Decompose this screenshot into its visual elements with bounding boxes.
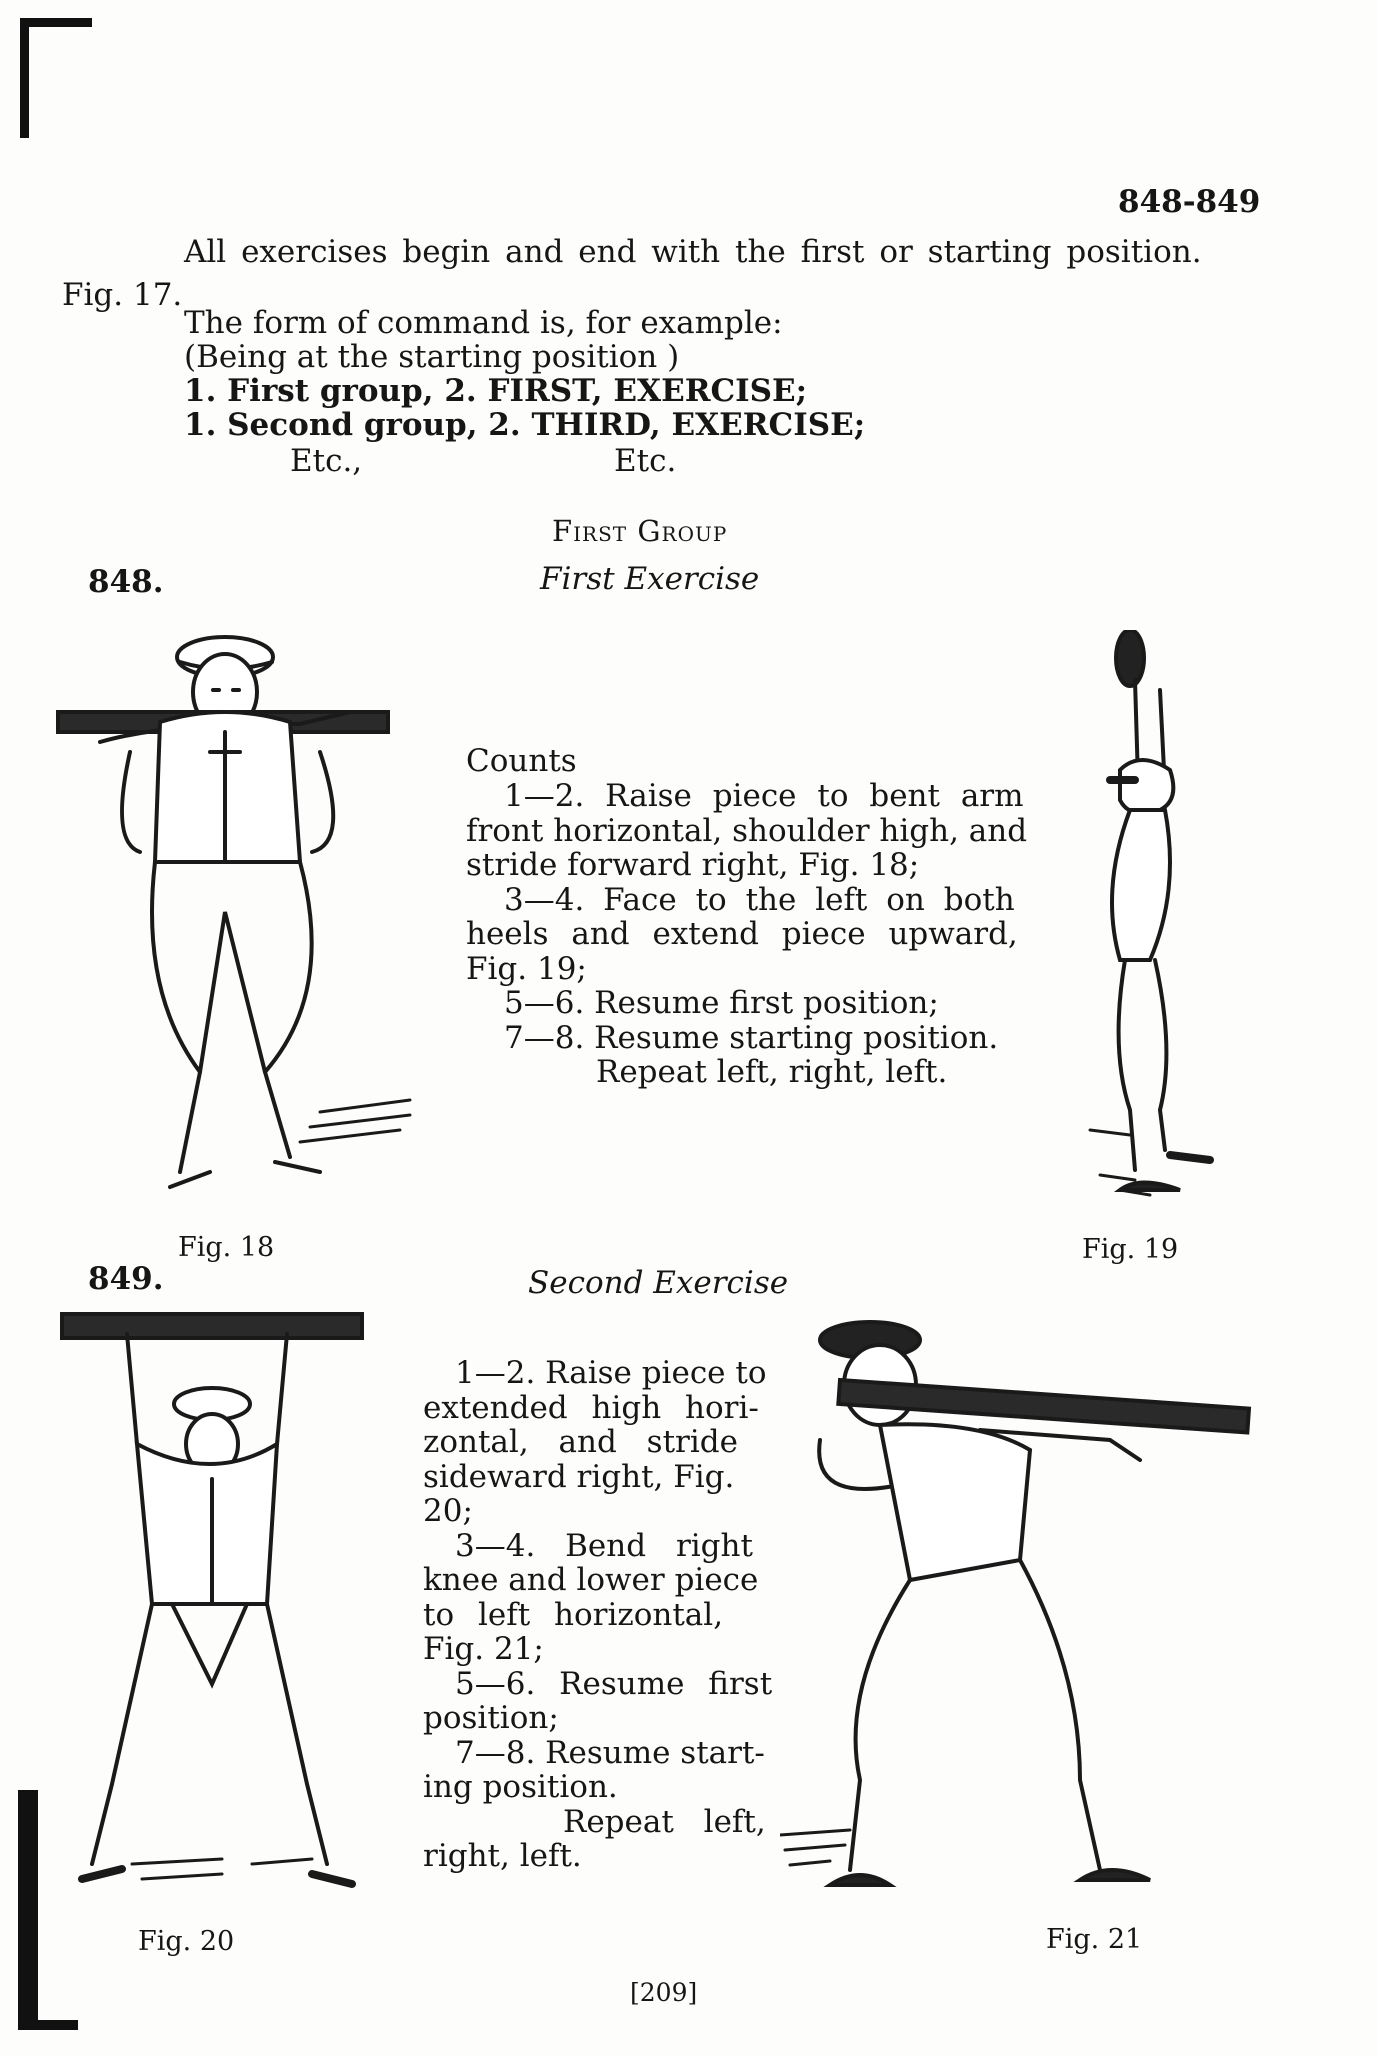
section-849-instructions	[423, 1356, 783, 1874]
etc-right: Etc.	[614, 443, 677, 479]
section-849-number: 849.	[88, 1261, 164, 1297]
instruction-line: 3—4. Face to the left on both	[504, 881, 1015, 918]
page-range: 848-849	[1118, 184, 1261, 220]
instruction-line: right, left.	[423, 1838, 582, 1874]
scan-edge-mark	[18, 1790, 38, 2030]
scan-edge-mark	[18, 2020, 78, 2030]
instruction-line: Fig. 21;	[423, 1631, 544, 1667]
instruction-line: to left horizontal,	[423, 1596, 724, 1633]
fig-20-caption: Fig. 20	[138, 1926, 235, 1957]
instruction-line: 1—2. Raise piece to	[455, 1355, 767, 1391]
instruction-line: Fig. 19;	[466, 950, 587, 987]
section-848-instructions	[466, 779, 1046, 1090]
command-2: 1. Second group, 2. THIRD, EXERCISE;	[184, 407, 866, 443]
instruction-line: 7—8. Resume starting position.	[504, 1019, 999, 1056]
instruction-line: 20;	[423, 1493, 473, 1529]
instruction-line: ing position.	[423, 1769, 618, 1805]
command-intro: The form of command is, for example:	[184, 305, 783, 341]
instruction-line: zontal, and stride	[423, 1424, 738, 1460]
instruction-line: 1—2. Raise piece to bent arm	[504, 778, 1024, 814]
section-848-title: First Exercise	[540, 561, 760, 597]
instruction-line: 5—6. Resume first	[455, 1665, 773, 1702]
fig-21-caption: Fig. 21	[1046, 1924, 1143, 1955]
instruction-line: 7—8. Resume start-	[455, 1734, 765, 1771]
fig-18-caption: Fig. 18	[178, 1232, 275, 1263]
being-at: (Being at the starting position )	[184, 339, 680, 375]
group-title: First Group	[552, 514, 728, 548]
command-1: 1. First group, 2. FIRST, EXERCISE;	[184, 373, 808, 409]
etc-left: Etc.,	[290, 443, 363, 479]
fig-19-caption: Fig. 19	[1082, 1234, 1179, 1265]
intro-line: All exercises begin and end with the first or starting position.	[184, 234, 1202, 270]
section-848-number: 848.	[88, 564, 164, 600]
fig-19-illustration	[1080, 630, 1260, 1220]
fig-18-illustration	[50, 612, 420, 1212]
instruction-line: front horizontal, shoulder high, and	[466, 812, 1028, 849]
instruction-line: position;	[423, 1700, 559, 1736]
counts-heading: Counts	[466, 743, 577, 779]
instruction-line: 3—4. Bend right	[455, 1527, 753, 1564]
instruction-line: extended high hori-	[423, 1389, 759, 1426]
instruction-line: Repeat left,	[563, 1803, 766, 1840]
instruction-line: stride forward right, Fig. 18;	[466, 847, 920, 883]
fig-ref: Fig. 17.	[62, 277, 183, 313]
instruction-line: knee and lower piece	[423, 1562, 759, 1598]
instruction-line: Repeat left, right, left.	[596, 1054, 948, 1090]
instruction-line: heels and extend piece upward,	[466, 916, 1018, 952]
fig-21-illustration	[780, 1310, 1260, 1900]
instruction-line: sideward right, Fig.	[423, 1458, 735, 1495]
scan-corner-mark	[20, 18, 92, 27]
section-849-title: Second Exercise	[528, 1265, 789, 1301]
page-number: [209]	[630, 1978, 698, 2007]
instruction-line: 5—6. Resume first position;	[504, 985, 939, 1021]
scan-corner-mark	[20, 18, 29, 138]
fig-20-illustration	[52, 1304, 382, 1904]
